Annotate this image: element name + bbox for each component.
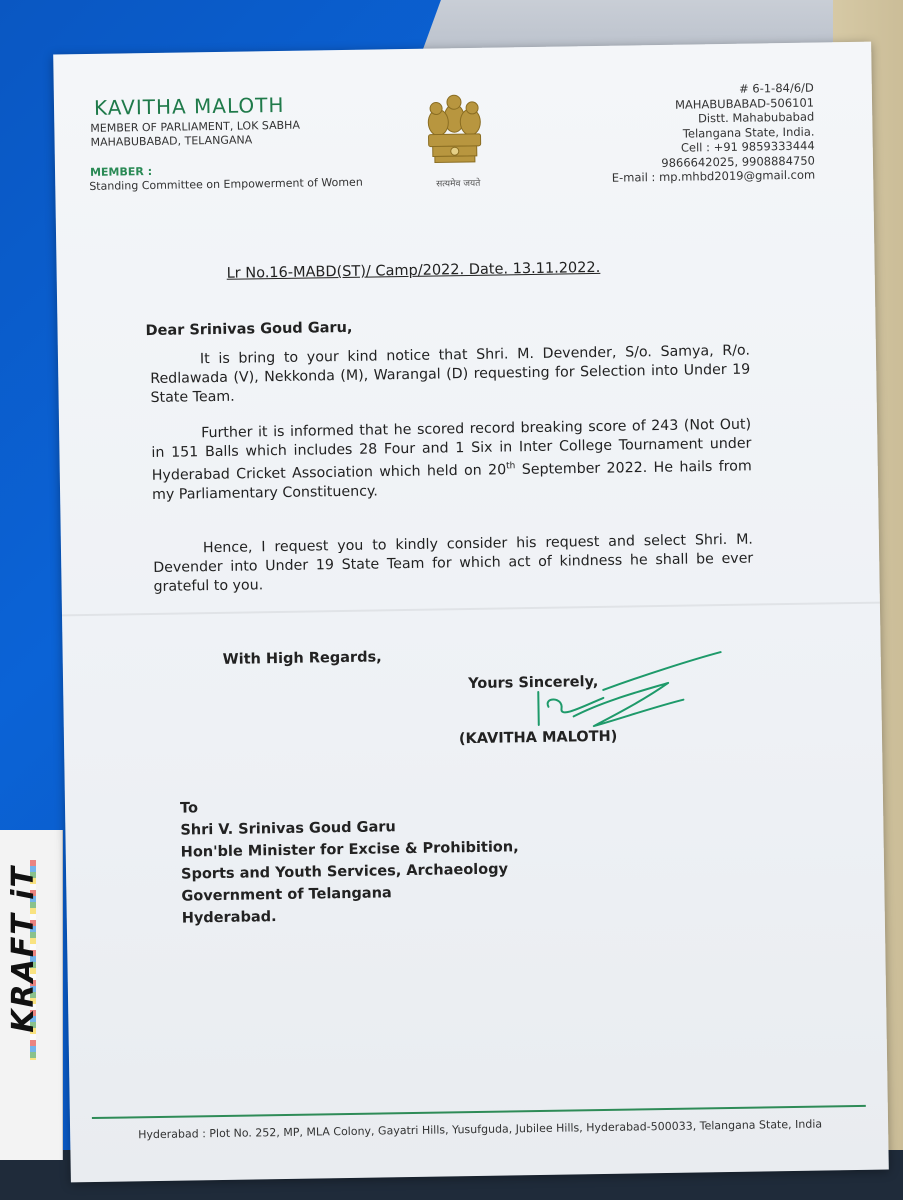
title-line-2: MAHABUBABAD, TELANGANA <box>90 133 253 149</box>
recipient-line: Government of Telangana <box>181 885 392 905</box>
closing: Yours Sincerely, <box>468 674 599 693</box>
title-line-1: MEMBER OF PARLIAMENT, LOK SABHA <box>90 118 301 135</box>
recipient-line: Shri V. Srinivas Goud Garu <box>180 819 396 839</box>
member-label: MEMBER : <box>89 164 153 179</box>
paragraph-achievement: Further it is informed that he scored record breaking score of 243 (Not Out) in 151 Balls which includes 28 Four and 1 Six in Inter College Tournament under Hyderabad Cricket Association which held on 20th September 2022. He hails from my Parliamentary Constituency. <box>151 416 752 503</box>
recipient-block <box>180 792 520 929</box>
salutation: Dear Srinivas Goud Garu, <box>145 319 353 340</box>
kraft-brand-logo: KRAFT iT <box>6 865 41 1033</box>
letterhead-address <box>610 81 815 186</box>
handwritten-signature <box>493 644 724 738</box>
recipient-to: To <box>179 800 199 817</box>
member-committee: Standing Committee on Empowerment of Women <box>89 175 363 193</box>
footer-address: Hyderabad : Plot No. 252, MP, MLA Colony, Gayatri Hills, Yusufguda, Jubilee Hills, Hyderabad-500033, Telangana State, India <box>138 1117 823 1142</box>
address-line: MAHABUBABAD-506101 <box>674 95 815 112</box>
recipient-line: Hon'ble Minister for Excise & Prohibition, <box>180 839 519 861</box>
emblem-motto: सत्यमेव जयते <box>436 178 481 190</box>
letterhead-title <box>90 119 300 150</box>
regards: With High Regards, <box>222 649 382 668</box>
letterhead-name: KAVITHA MALOTH <box>93 92 285 120</box>
letter-reference: Lr No.16-MABD(ST)/ Camp/2022. Date. 13.11.2022. <box>226 259 601 282</box>
recipient-line: Sports and Youth Services, Archaeology <box>180 861 509 883</box>
paper-fold <box>62 602 880 617</box>
address-line: Distt. Mahabubabad <box>697 109 815 126</box>
footer-divider <box>92 1105 866 1119</box>
recipient-line: Hyderabad. <box>181 909 277 927</box>
signatory-name: (KAVITHA MALOTH) <box>458 728 618 748</box>
paragraph-request: It is bring to your kind notice that Shri. M. Devender, S/o. Samya, R/o. Redlawada (V), Nekkonda (M), Warangal (D) requesting for Selection into Under 19 State Team. <box>150 342 751 407</box>
national-emblem-icon <box>414 88 496 189</box>
phone-line: Cell : +91 9859333444 <box>680 138 815 155</box>
address-line: Telangana State, India. <box>682 124 815 141</box>
paragraph-closing-request: Hence, I request you to kindly consider his request and select Shri. M. Devender into Under 19 State Team for which act of kindness he shall be ever grateful to you. <box>153 531 754 595</box>
email-line: E-mail : mp.mhbd2019@gmail.com <box>611 167 816 185</box>
letter-sheet <box>53 42 889 1183</box>
address-line: # 6-1-84/6/D <box>738 80 814 96</box>
phone-line: 9866642025, 9908884750 <box>661 153 816 170</box>
